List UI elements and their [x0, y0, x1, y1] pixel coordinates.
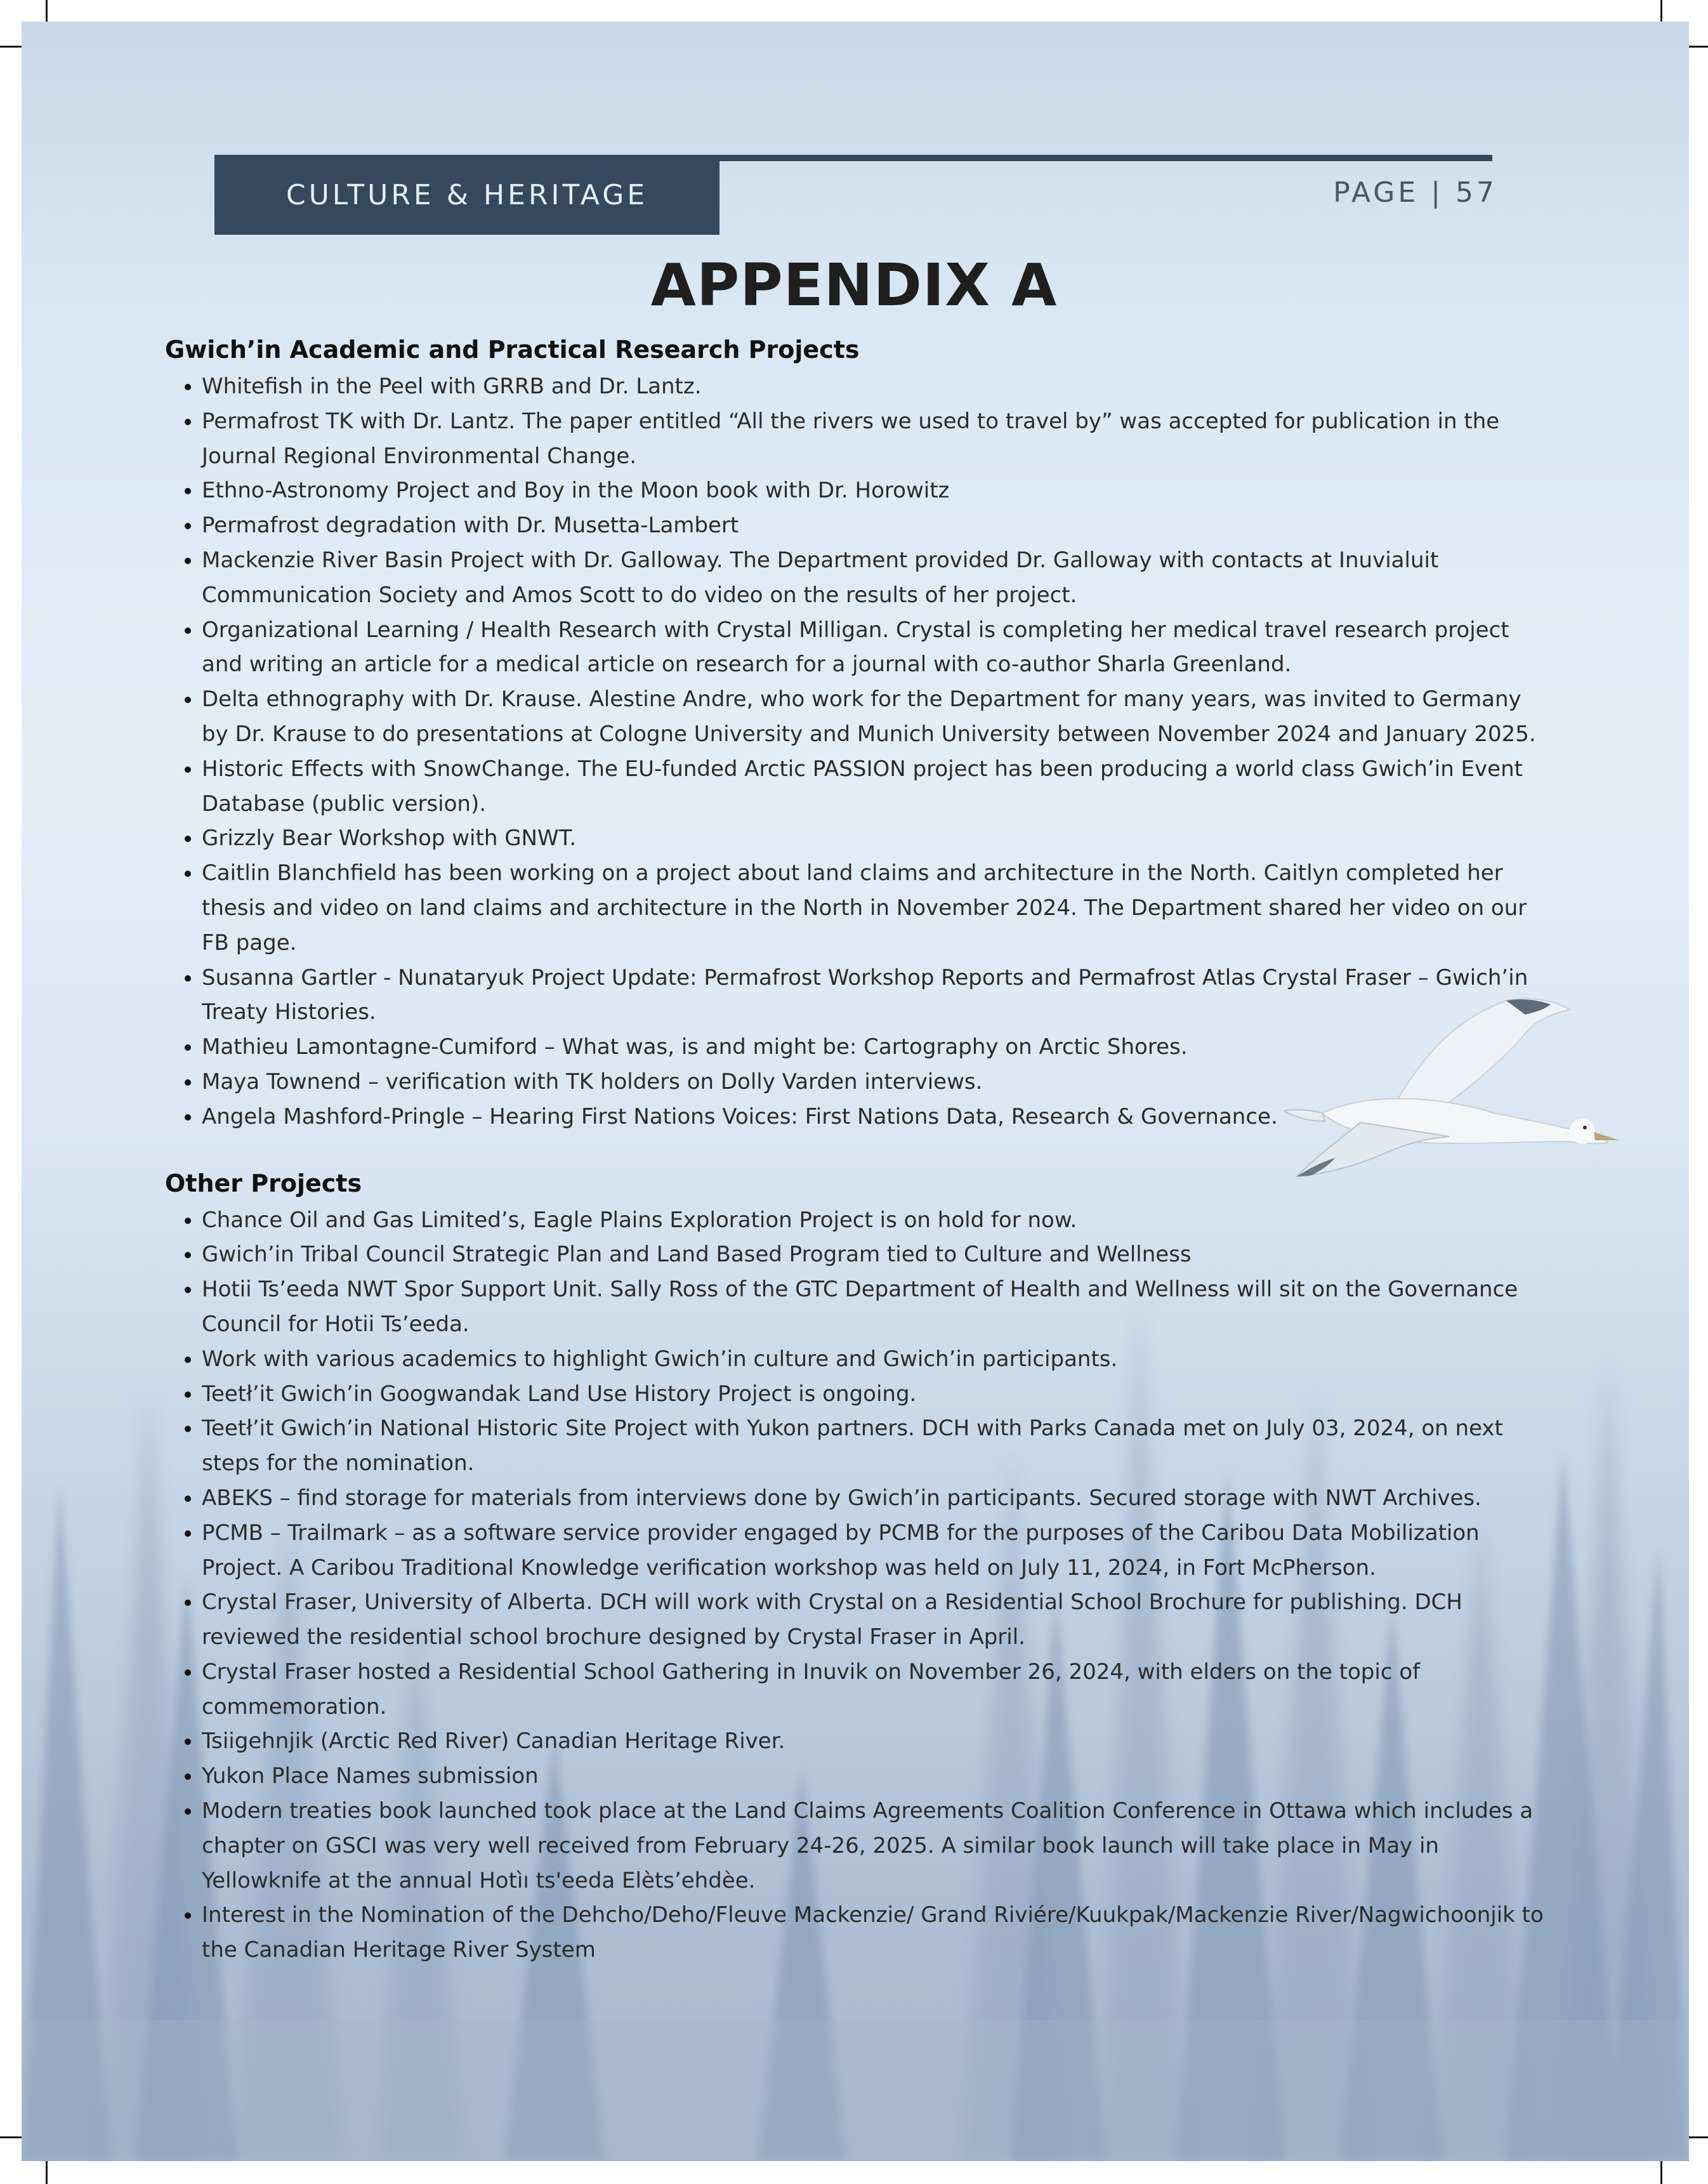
list-item: • Mathieu Lamontagne-Cumiford – What was, is and might be: Cartography on Arctic Shores. [202, 1030, 1548, 1065]
crop-mark [0, 2136, 23, 2138]
list-item: • Historic Effects with SnowChange. The EU-funded Arctic PASSION project has been producing a world class Gwich’in Event Database (public version). [202, 752, 1548, 822]
list-item: • Angela Mashford-Pringle – Hearing First Nations Voices: First Nations Data, Research & Governance. [202, 1100, 1548, 1135]
list-item: • Crystal Fraser, University of Alberta. DCH will work with Crystal on a Residential School Brochure for publishing. DCH reviewed the residential school brochure designed by Crystal Fraser in April. [202, 1585, 1548, 1655]
list-item: • Grizzly Bear Workshop with GNWT. [202, 821, 1548, 856]
list-item: • Tsiigehnjik (Arctic Red River) Canadian Heritage River. [202, 1724, 1548, 1759]
list-item: • Teetł’it Gwich’in National Historic Site Project with Yukon partners. DCH with Parks Canada met on July 03, 2024, on next steps for the nomination. [202, 1411, 1548, 1481]
crop-mark [0, 46, 23, 48]
page-title: APPENDIX A [650, 251, 1058, 319]
list-item: • Permafrost degradation with Dr. Musetta-Lambert [202, 508, 1548, 543]
section-header-box [214, 155, 719, 235]
list-item: • ABEKS – find storage for materials from interviews done by Gwich’in participants. Secured storage with NWT Archives. [202, 1481, 1548, 1516]
crop-mark [46, 0, 48, 23]
section-label: CULTURE & HERITAGE [286, 178, 648, 211]
list-item: • Permafrost TK with Dr. Lantz. The paper entitled “All the rivers we used to travel by” was accepted for publication in the Journal Regional Environmental Change. [202, 404, 1548, 474]
list-item: • Delta ethnography with Dr. Krause. Alestine Andre, who work for the Department for many years, was invited to Germany by Dr. Krause to do presentations at Cologne University and Munich University between November 2024 and January 2025. [202, 682, 1548, 752]
list-item: • Caitlin Blanchfield has been working on a project about land claims and architecture in the North. Caitlyn completed her thesis and video on land claims and architecture in the North in November 2024. The Department shared her video on our FB page. [202, 856, 1548, 960]
list-item: • Susanna Gartler - Nunataryuk Project Update: Permafrost Workshop Reports and Permafrost Atlas Crystal Fraser – Gwich’in Treaty Histories. [202, 961, 1548, 1030]
list-item: • Organizational Learning / Health Research with Crystal Milligan. Crystal is completing her medical travel research project and writing an article for a medical article on research for a journal with co-author Sharla Greenland. [202, 613, 1548, 683]
main-content [165, 330, 1548, 1968]
list-item: • Crystal Fraser hosted a Residential School Gathering in Inuvik on November 26, 2024, with elders on the topic of commemoration. [202, 1655, 1548, 1725]
list-item: • Teetł’it Gwich’in Googwandak Land Use History Project is ongoing. [202, 1377, 1548, 1412]
crop-mark [46, 2161, 48, 2184]
list-item: • Interest in the Nomination of the Dehcho/Deho/Fleuve Mackenzie/ Grand Riviére/Kuukpak/Mackenzie River/Nagwichoonjik to the Canadian Heritage River System [202, 1898, 1548, 1968]
list-item: • Whitefish in the Peel with GRRB and Dr. Lantz. [202, 369, 1548, 404]
crop-mark [1660, 2161, 1662, 2184]
section-heading-research: Gwich’in Academic and Practical Research Projects [165, 336, 860, 364]
list-item: • Gwich’in Tribal Council Strategic Plan and Land Based Program tied to Culture and Wellness [202, 1237, 1548, 1272]
other-projects-list [165, 1203, 1548, 1968]
list-item: • Work with various academics to highlight Gwich’in culture and Gwich’in participants. [202, 1342, 1548, 1377]
list-item: • Hotii Ts’eeda NWT Spor Support Unit. Sally Ross of the GTC Department of Health and Wellness will sit on the Governance Council for Hotii Ts’eeda. [202, 1272, 1548, 1342]
crop-mark [1660, 0, 1662, 23]
section-heading-other: Other Projects [165, 1169, 362, 1197]
list-item: • Mackenzie River Basin Project with Dr. Galloway. The Department provided Dr. Galloway with contacts at Inuvialuit Communication Society and Amos Scott to do video on the results of her project. [202, 543, 1548, 613]
research-projects-list [165, 369, 1548, 1135]
list-item: • Maya Townend – verification with TK holders on Dolly Varden interviews. [202, 1065, 1548, 1100]
page-number: PAGE | 57 [1333, 176, 1497, 209]
list-item: • PCMB – Trailmark – as a software service provider engaged by PCMB for the purposes of the Caribou Data Mobilization Project. A Caribou Traditional Knowledge verification workshop was held on July 11, 2024, in Fort McPherson. [202, 1516, 1548, 1586]
list-item: • Yukon Place Names submission [202, 1759, 1548, 1794]
list-item: • Chance Oil and Gas Limited’s, Eagle Plains Exploration Project is on hold for now. [202, 1203, 1548, 1238]
list-item: • Ethno-Astronomy Project and Boy in the Moon book with Dr. Horowitz [202, 473, 1548, 508]
header-rule [719, 155, 1492, 161]
list-item: • Modern treaties book launched took place at the Land Claims Agreements Coalition Conference in Ottawa which includes a chapter on GSCI was very well received from February 24-26, 2025. A similar book launch will take place in May in Yellowknife at the annual Hotìı ts'eeda Elèts’ehdèe. [202, 1794, 1548, 1898]
